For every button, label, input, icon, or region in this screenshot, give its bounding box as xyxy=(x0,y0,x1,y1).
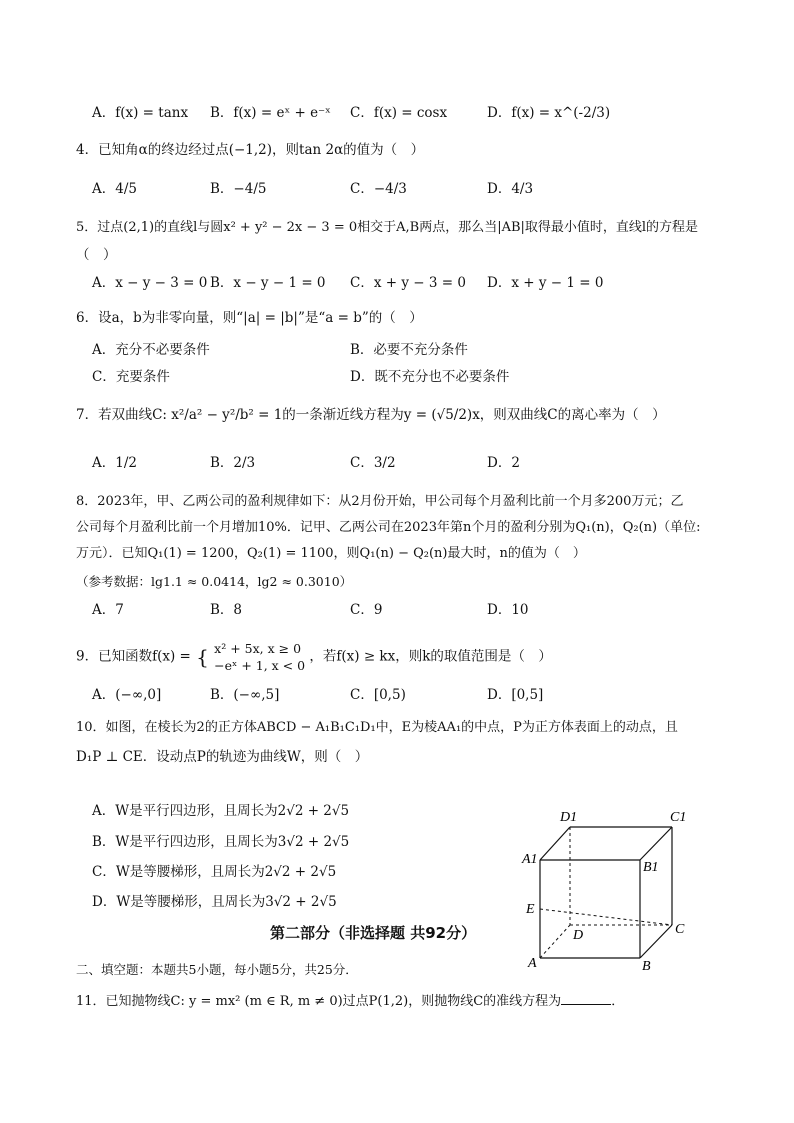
q5-stem-line1: 5．过点(2,1)的直线l与圆x² + y² − 2x − 3 = 0相交于A,B两点，那么当|AB|取得最小值时，直线l的方程是 xyxy=(76,220,699,235)
q6-option-d: D．既不充分也不必要条件 xyxy=(350,369,510,385)
q11-answer-blank xyxy=(561,990,611,1005)
q6-option-c: C．充要条件 xyxy=(92,369,170,385)
q5-option-b: B．x − y − 1 = 0 xyxy=(210,275,326,291)
q8-line4: （参考数据：lg1.1 ≈ 0.0414，lg2 ≈ 0.3010） xyxy=(76,574,353,589)
label-d1: D1 xyxy=(560,810,578,825)
q8-line2: 公司每个月盈利比前一个月增加10%．记甲、乙两公司在2023年第n个月的盈利分别为Q₁(n)，Q₂(n)（单位: xyxy=(76,520,701,535)
q3-option-a: A．f(x) = tanx xyxy=(92,105,189,121)
q11-stem xyxy=(76,990,624,1012)
q9-case2: −eˣ + 1, x < 0 xyxy=(214,658,306,673)
q9-option-a: A．(−∞,0] xyxy=(92,687,162,703)
q8-option-a: A．7 xyxy=(92,602,124,618)
q5-option-a: A．x − y − 3 = 0 xyxy=(92,275,208,291)
q4-option-b: B．−4/5 xyxy=(210,181,267,197)
q10-option-d: D．W是等腰梯形，且周长为3√2 + 2√5 xyxy=(92,894,337,910)
q8-option-b: B．8 xyxy=(210,602,243,618)
q4-option-d: D．4/3 xyxy=(487,181,534,197)
q9-option-d: D．[0,5] xyxy=(487,687,544,703)
q9-stem xyxy=(76,640,552,674)
q9-case1: x² + 5x, x ≥ 0 xyxy=(214,641,302,656)
q5-option-c: C．x + y − 3 = 0 xyxy=(350,275,466,291)
q10-line2: D₁P ⊥ CE．设动点P的轨迹为曲线W，则（ ） xyxy=(76,749,369,765)
q9-cases xyxy=(214,640,305,674)
label-c1: C1 xyxy=(670,810,687,825)
q7-option-a: A．1/2 xyxy=(92,455,137,471)
label-b: B xyxy=(642,959,651,974)
fill-in-header: 二、填空题：本题共5小题，每小题5分，共25分． xyxy=(76,962,358,977)
label-a1: A1 xyxy=(522,852,538,867)
q4-stem: 4．已知角α的终边经过点(−1,2)，则tan 2α的值为（ ） xyxy=(76,142,425,158)
q4-option-a: A．4/5 xyxy=(92,181,137,197)
q9-stem-pre: 9．已知函数f(x) = xyxy=(76,648,191,665)
q3-option-c: C．f(x) = cosx xyxy=(350,105,448,121)
cube-figure xyxy=(520,805,700,975)
q8-option-d: D．10 xyxy=(487,602,529,618)
part2-title: 第二部分（非选择题 共92分） xyxy=(270,924,477,942)
q9-option-c: C．[0,5) xyxy=(350,687,406,703)
label-c: C xyxy=(675,922,685,937)
q3-option-b: B．f(x) = eˣ + e⁻ˣ xyxy=(210,105,331,121)
label-d: D xyxy=(573,928,584,943)
q7-option-c: C．3/2 xyxy=(350,455,396,471)
q10-line1: 10．如图，在棱长为2的正方体ABCD − A₁B₁C₁D₁中，E为棱AA₁的中点，P为正方体表面上的动点，且 xyxy=(76,720,678,735)
label-a: A xyxy=(528,956,537,971)
q8-option-c: C．9 xyxy=(350,602,383,618)
q3-option-d: D．f(x) = x^(-2/3) xyxy=(487,105,611,121)
label-e: E xyxy=(526,902,535,917)
q5-option-d: D．x + y − 1 = 0 xyxy=(487,275,604,291)
q11-stem-end: ． xyxy=(611,994,625,1009)
q6-option-a: A．充分不必要条件 xyxy=(92,342,210,358)
q6-option-b: B．必要不充分条件 xyxy=(350,342,468,358)
q7-option-d: D．2 xyxy=(487,455,520,471)
q9-option-b: B．(−∞,5] xyxy=(210,687,280,703)
q10-option-c: C．W是等腰梯形，且周长为2√2 + 2√5 xyxy=(92,864,337,880)
q10-option-a: A．W是平行四边形，且周长为2√2 + 2√5 xyxy=(92,803,350,819)
q5-stem-line2: （ ） xyxy=(76,247,117,263)
q7-option-b: B．2/3 xyxy=(210,455,256,471)
q7-stem: 7．若双曲线C: x²/a² − y²/b² = 1的一条渐近线方程为y = (√5/2)x，则双曲线C的离心率为（ ） xyxy=(76,407,666,423)
label-b1: B1 xyxy=(643,860,659,875)
q9-stem-post: ，若f(x) ≥ kx，则k的取值范围是（ ） xyxy=(309,648,552,665)
q4-option-c: C．−4/3 xyxy=(350,181,407,197)
q8-line3: 万元）．已知Q₁(1) = 1200，Q₂(1) = 1100，则Q₁(n) − Q₂(n)最大时，n的值为（ ） xyxy=(76,546,586,561)
q8-line1: 8．2023年，甲、乙两公司的盈利规律如下：从2月份开始，甲公司每个月盈利比前一个月多200万元；乙 xyxy=(76,494,684,509)
q11-stem-text: 11．已知抛物线C: y = mx² (m ∈ R, m ≠ 0)过点P(1,2)，则抛物线C的准线方程为 xyxy=(76,994,562,1009)
q9-brace: { xyxy=(196,645,209,669)
q6-stem: 6．设a，b为非零向量，则“|a| = |b|”是“a = b”的（ ） xyxy=(76,310,423,326)
q10-option-b: B．W是平行四边形，且周长为3√2 + 2√5 xyxy=(92,834,350,850)
